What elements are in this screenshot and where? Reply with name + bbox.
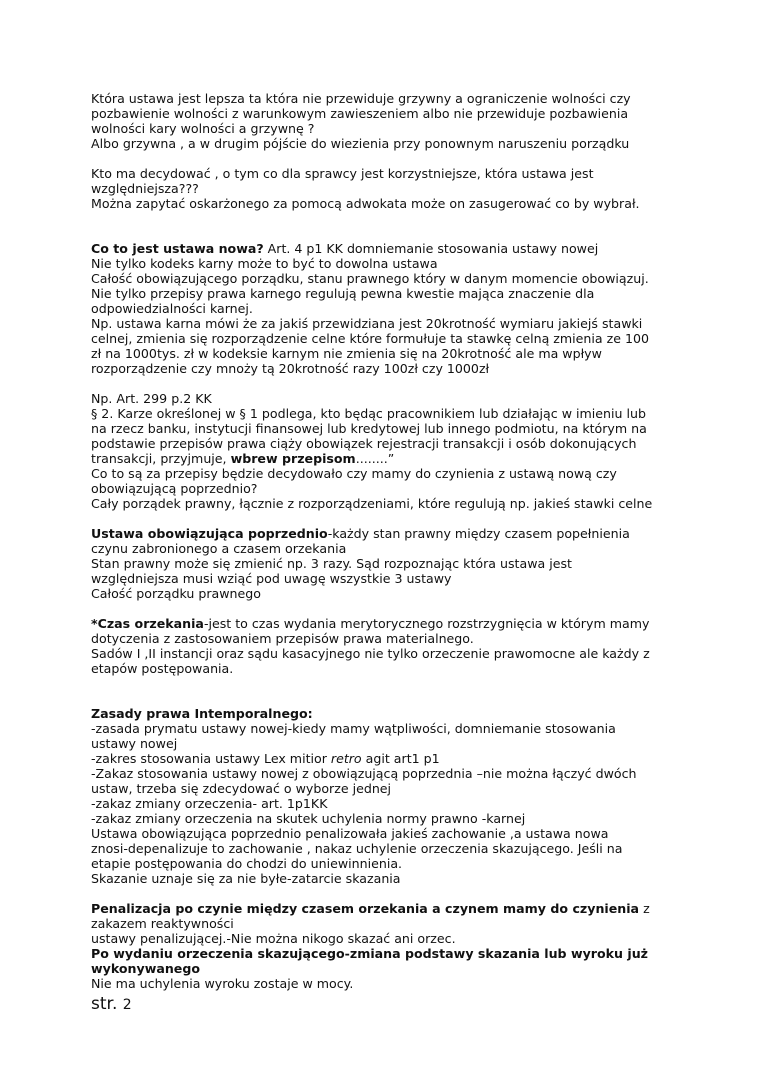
- text-line: na rzecz banku, instytucji finansowej lub kredytowej lub innego podmiotu, na którym na: [91, 421, 647, 436]
- page-label: str.: [91, 994, 118, 1014]
- page-number: 2: [122, 997, 132, 1013]
- section-heading-cont: wykonywanego: [91, 961, 201, 976]
- section-heading: Po wydaniu orzeczenia skazującego-zmiana podstawy skazania lub wyroku już: [91, 946, 649, 961]
- section-heading: Zasady prawa Intemporalnego:: [91, 706, 313, 721]
- section-heading-line: [91, 526, 671, 541]
- text-line: Np. ustawa karna mówi że za jakiś przewidziana jest 20krotność wymiaru jakiejś stawki: [91, 316, 643, 331]
- text-line: Nie tylko przepisy prawa karnego regulują pewna kwestie mająca znaczenie dla: [91, 286, 595, 301]
- section-heading: Co to jest ustawa nowa?: [91, 241, 264, 256]
- text-line: Np. Art. 299 p.2 KK: [91, 391, 212, 406]
- text-segment: agit art1 p1: [361, 751, 440, 766]
- text-line: Nie tylko kodeks karny może to być to dowolna ustawa: [91, 256, 438, 271]
- text-line: Nie ma uchylenia wyroku zostaje w mocy.: [91, 976, 354, 991]
- text-line: Całość obowiązującego porządku, stanu prawnego który w danym momencie obowiązuj.: [91, 271, 649, 286]
- text-line: [91, 751, 671, 766]
- text-line: Całość porządku prawnego: [91, 586, 261, 601]
- text-line: wolności kary wolności a grzywnę ?: [91, 121, 315, 136]
- page-number-footer: [91, 994, 132, 1015]
- text-line: -Zakaz stosowania ustawy nowej z obowiązującą poprzednia –nie można łączyć dwóch: [91, 766, 637, 781]
- text-line: ustaw, trzeba się zdecydować o wyborze jednej: [91, 781, 392, 796]
- italic-word: retro: [330, 751, 362, 766]
- section-heading-line: [91, 706, 671, 721]
- heading-rest: -każdy stan prawny między czasem popełnienia: [327, 526, 630, 541]
- section-heading-line: [91, 946, 671, 961]
- section-penalizacja: [91, 901, 671, 991]
- paragraph-question-1: [91, 91, 671, 151]
- text-line: znosi-depenalizuje to zachowanie , nakaz uchylenie orzeczenia skazującego. Jeśli na: [91, 841, 623, 856]
- text-line: Stan prawny może się zmienić np. 3 razy. Sąd rozpoznając która ustawa jest: [91, 556, 572, 571]
- text-line: etapów postępowania.: [91, 661, 234, 676]
- heading-rest: Art. 4 p1 KK domniemanie stosowania ustawy nowej: [263, 241, 599, 256]
- text-line: ustawy nowej: [91, 736, 178, 751]
- section-zasady-intemporalne: [91, 706, 671, 886]
- section-ustawa-poprzednia: [91, 526, 671, 601]
- section-heading-line: [91, 901, 671, 916]
- text-line: [91, 451, 671, 466]
- text-line: -zasada prymatu ustawy nowej-kiedy mamy wątpliwości, domniemanie stosowania: [91, 721, 616, 736]
- text-line: względniejsza???: [91, 181, 199, 196]
- heading-rest: z: [639, 901, 650, 916]
- text-line: Która ustawa jest lepsza ta która nie przewiduje grzywny a ograniczenie wolności czy: [91, 91, 631, 106]
- text-line: zakazem reaktywności: [91, 916, 234, 931]
- text-segment: ........”: [355, 451, 395, 466]
- text-line: względniejsza musi wziąć pod uwagę wszystkie 3 ustawy: [91, 571, 452, 586]
- bold-phrase: wbrew przepisom: [230, 451, 356, 466]
- section-ustawa-nowa: [91, 241, 671, 376]
- text-line: podstawie przepisów prawa ciąży obowiązek rejestracji transakcji i osób dokonujących: [91, 436, 637, 451]
- text-line: Skazanie uznaje się za nie byłe-zatarcie skazania: [91, 871, 401, 886]
- text-line: rozporządzenie czy mnoży tą 20krotność razy 100zł czy 1000zł: [91, 361, 490, 376]
- document-page: [91, 91, 671, 991]
- text-line: odpowiedzialności karnej.: [91, 301, 253, 316]
- text-line: etapie postępowania do chodzi do uniewinnienia.: [91, 856, 403, 871]
- text-line: zł na 1000tys. zł w kodeksie karnym nie zmienia się na 20krotność ale ma wpływ: [91, 346, 602, 361]
- text-line: czynu zabronionego a czasem orzekania: [91, 541, 347, 556]
- text-line: § 2. Karze określonej w § 1 podlega, kto będąc pracownikiem lub działając w imieniu lub: [91, 406, 646, 421]
- paragraph-question-2: [91, 166, 671, 211]
- section-heading: *Czas orzekania: [91, 616, 204, 631]
- text-line: obowiązującą poprzednio?: [91, 481, 258, 496]
- text-segment: transakcji, przyjmuje,: [91, 451, 231, 466]
- text-line: Sadów I ,II instancji oraz sądu kasacyjnego nie tylko orzeczenie prawomocne ale każdy z: [91, 646, 650, 661]
- section-czas-orzekania: [91, 616, 671, 676]
- heading-rest: -jest to czas wydania merytorycznego rozstrzygnięcia w którym mamy: [203, 616, 650, 631]
- section-heading-line: [91, 241, 671, 256]
- text-line: pozbawienie wolności z warunkowym zawieszeniem albo nie przewiduje pozbawienia: [91, 106, 629, 121]
- text-line: Cały porządek prawny, łącznie z rozporządzeniami, które regulują np. jakieś stawki celne: [91, 496, 653, 511]
- text-line: Co to są za przepisy będzie decydowało czy mamy do czynienia z ustawą nową czy: [91, 466, 617, 481]
- section-heading: Ustawa obowiązująca poprzednio: [91, 526, 328, 541]
- text-line: Kto ma decydować , o tym co dla sprawcy jest korzystniejsze, która ustawa jest: [91, 166, 594, 181]
- text-line: -zakaz zmiany orzeczenia- art. 1p1KK: [91, 796, 328, 811]
- text-line: celnej, zmienia się rozporządzenie celne które formułuje ta stawkę celną zmienia ze 100: [91, 331, 650, 346]
- section-heading: Penalizacja po czynie między czasem orzekania a czynem mamy do czynienia: [91, 901, 640, 916]
- text-line: Albo grzywna , a w drugim pójście do wiezienia przy ponownym naruszeniu porządku: [91, 136, 630, 151]
- section-heading-line: [91, 961, 671, 976]
- text-line: dotyczenia z zastosowaniem przepisów prawa materialnego.: [91, 631, 474, 646]
- section-heading-line: [91, 616, 671, 631]
- text-line: Można zapytać oskarżonego za pomocą adwokata może on zasugerować co by wybrał.: [91, 196, 640, 211]
- text-segment: -zakres stosowania ustawy Lex mitior: [91, 751, 331, 766]
- text-line: -zakaz zmiany orzeczenia na skutek uchylenia normy prawno -karnej: [91, 811, 526, 826]
- section-art-299: [91, 391, 671, 511]
- text-line: Ustawa obowiązująca poprzednio penalizowała jakieś zachowanie ,a ustawa nowa: [91, 826, 609, 841]
- text-line: ustawy penalizującej.-Nie można nikogo skazać ani orzec.: [91, 931, 456, 946]
